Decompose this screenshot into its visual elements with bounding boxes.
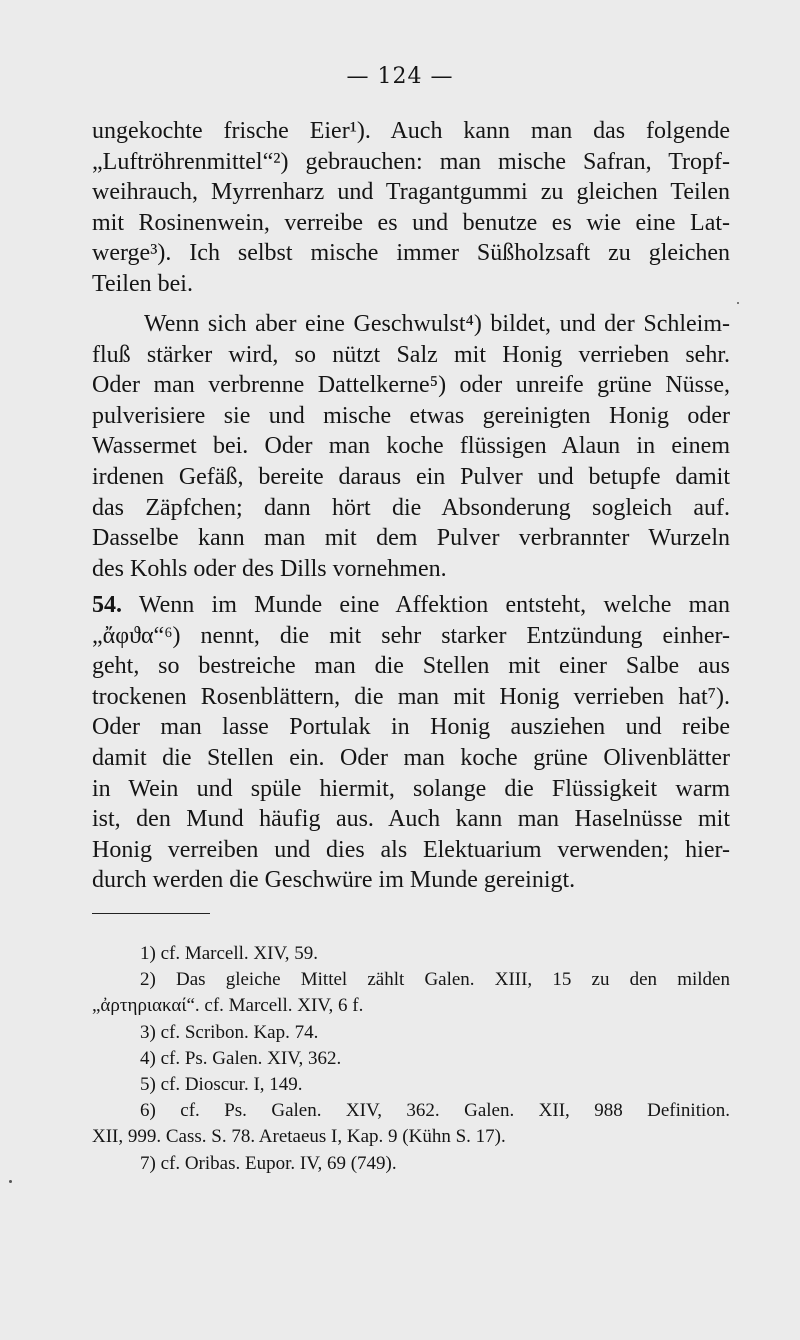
text-line: pulverisiere sie und mische etwas gereinigten Honig oder (92, 402, 730, 429)
footnote: 1) cf. Marcell. XIV, 59. (140, 943, 318, 964)
section-number: 54. (92, 592, 122, 618)
footnote-continuation: „ἀρτηριακαί“. cf. Marcell. XIV, 6 f. (92, 995, 364, 1017)
text-line: das Zäpfchen; dann hört die Absonderung sogleich auf. (92, 494, 730, 521)
footnote: 2) Das gleiche Mittel zählt Galen. XIII, 15 zu den milden (140, 969, 730, 991)
footnote-divider (92, 913, 210, 914)
text-line: durch werden die Geschwüre im Munde gereinigt. (92, 867, 576, 894)
text-line: werge³). Ich selbst mische immer Süßholzsaft zu gleichen (92, 240, 730, 267)
text-line: Oder man lasse Portulak in Honig ausziehen und reibe (92, 714, 730, 741)
text-line: ist, den Mund häufig aus. Auch kann man Haselnüsse mit (92, 806, 730, 833)
paragraph-2 (92, 309, 730, 584)
footnote: 3) cf. Scribon. Kap. 74. (140, 1021, 319, 1043)
text-line: trockenen Rosenblättern, die man mit Honig verrieben hat⁷). (92, 683, 730, 710)
text-line: mit Rosinenwein, verreibe es und benutze es wie eine Lat- (92, 209, 730, 236)
footnote: 7) cf. Oribas. Eupor. IV, 69 (749). (140, 1152, 397, 1174)
footnotes (92, 941, 730, 1177)
text-line: Wassermet bei. Oder man koche flüssigen Alaun in einem (92, 433, 730, 460)
paragraph-1 (92, 116, 730, 300)
text-line: weihrauch, Myrrenharz und Tragantgummi zu gleichen Teilen (92, 179, 730, 206)
footnote: 6) cf. Ps. Galen. XIV, 362. Galen. XII, 988 Definition. (140, 1100, 730, 1122)
section-first-line (92, 590, 730, 621)
text-line: Teilen bei. (92, 270, 193, 297)
text-line: in Wein und spüle hiermit, solange die Flüssigkeit warm (92, 775, 730, 802)
footnote: 5) cf. Dioscur. I, 149. (140, 1073, 303, 1095)
text-line: des Kohls oder des Dills vornehmen. (92, 555, 447, 582)
text-line: damit die Stellen ein. Oder man koche grüne Olivenblätter (92, 744, 730, 771)
text-line: Wenn sich aber eine Geschwulst⁴) bildet, und der Schleim- (144, 311, 730, 337)
text-line: Oder man verbrenne Dattelkerne⁵) oder unreife grüne Nüsse, (92, 372, 730, 399)
text-line: geht, so bestreiche man die Stellen mit einer Salbe aus (92, 653, 730, 680)
text-line: fluß stärker wird, so nützt Salz mit Honig verrieben sehr. (92, 341, 730, 368)
paper-speck (737, 302, 739, 304)
footnote-continuation: XII, 999. Cass. S. 78. Aretaeus I, Kap. 9 (Kühn S. 17). (92, 1126, 506, 1148)
text-line: „Luftröhrenmittel“²) gebrauchen: man mische Safran, Tropf- (92, 148, 730, 175)
text-line: ungekochte frische Eier¹). Auch kann man das folgende (92, 118, 730, 144)
page-number: — 124 — (346, 64, 454, 89)
section-54 (92, 590, 730, 896)
section-first-line-text: Wenn im Munde eine Affektion entsteht, welche man (138, 592, 730, 618)
paper-speck (9, 1180, 12, 1183)
text-line: irdenen Gefäß, bereite daraus ein Pulver und betupfe damit (92, 463, 730, 490)
text-line: „ἄφϑα“⁶) nennt, die mit sehr starker Entzündung einher- (92, 622, 730, 649)
footnote: 4) cf. Ps. Galen. XIV, 362. (140, 1047, 342, 1069)
text-line: Honig verreiben und dies als Elektuarium verwenden; hier- (92, 836, 730, 863)
text-line: Dasselbe kann man mit dem Pulver verbrannter Wurzeln (92, 525, 730, 552)
